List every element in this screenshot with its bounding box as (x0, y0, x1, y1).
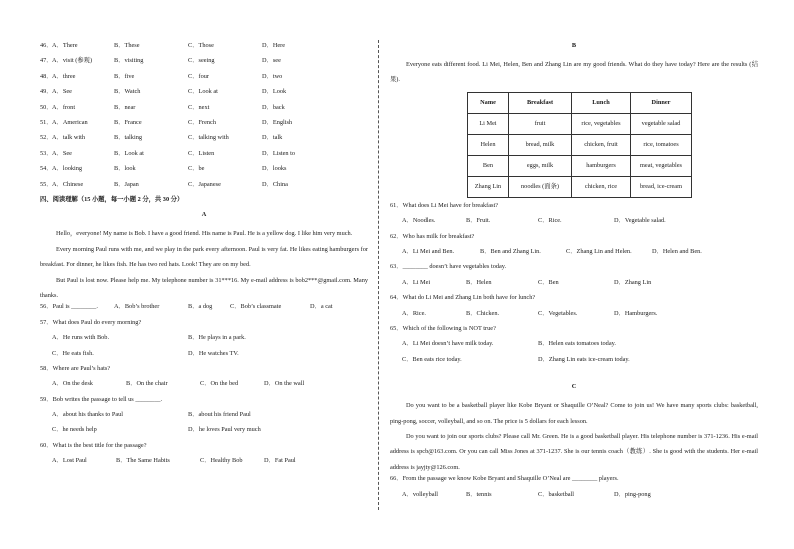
cloze-question-row (40, 150, 368, 165)
option-b: B．France (114, 118, 142, 126)
table-cell: rice, tomatoes (631, 134, 692, 155)
option-d: D．see (262, 57, 281, 65)
option-d: D．Look (262, 88, 287, 96)
question-number: 55． (40, 180, 53, 188)
results-table (467, 92, 692, 198)
cloze-question-row (40, 119, 368, 134)
q62-stem: 62．Who has milk for breakfast? (390, 232, 475, 240)
table-cell: rice, vegetables (572, 113, 631, 134)
q56-option-b: B．a dog (188, 303, 213, 311)
table-cell: Helen (468, 134, 509, 155)
question-number: 52． (40, 134, 53, 142)
column-divider (378, 40, 379, 510)
table-cell: noodles (面条) (509, 176, 572, 197)
option-b: B．Japan (114, 180, 139, 188)
q65-option-d: D．Zhang Lin eats ice-cream today. (538, 355, 630, 363)
q56-option-c: C．Bob’s classmate (230, 303, 282, 311)
header-name: Name (468, 92, 509, 113)
table-cell: hamburgers (572, 155, 631, 176)
cloze-question-row (40, 134, 368, 149)
option-a: A．Chinese (52, 180, 84, 188)
q61-stem: 61．What does Li Mei have for breakfast? (390, 201, 499, 209)
option-c: C．four (188, 72, 209, 80)
cloze-question-row (40, 73, 368, 88)
table-cell: eggs, milk (509, 155, 572, 176)
q59-options-row-1 (40, 411, 368, 426)
table-cell: chicken, rice (572, 176, 631, 197)
q65-options-row-2 (390, 356, 758, 371)
option-c: C．Look at (188, 88, 218, 96)
q62-option-c: C．Zhang Lin and Helen. (566, 247, 632, 255)
q61-options (390, 217, 758, 232)
question-number: 53． (40, 149, 53, 157)
option-a: A．visit (参观) (52, 57, 93, 65)
option-d: D．English (262, 118, 293, 126)
header-dinner: Dinner (631, 92, 692, 113)
q61-option-b: B．Fruit. (466, 217, 491, 225)
table-row (468, 155, 692, 176)
option-a: A．There (52, 42, 78, 49)
q66-options (390, 491, 758, 506)
passage-c-paragraph-2: Do you want to join our sports clubs? Please call Mr. Green. He is a good basketball player. His telephone number is 371-1236. His e-mail address is spcb@163.com. Or you can call Miss Jones at 371-1237. She is our tennis coach（教练）. She is good with the students. Her e-mail address is jayjty@126.com. (390, 432, 758, 471)
cloze-question-row (40, 104, 368, 119)
option-a: A．three (52, 72, 76, 80)
q57-option-a: A．He runs with Bob. (52, 334, 110, 342)
q64-options (390, 310, 758, 325)
q63-option-b: B．Helen (466, 278, 492, 286)
q64-option-a: A．Rice. (402, 309, 426, 317)
table-cell: Zhang Lin (468, 176, 509, 197)
cloze-options-list (40, 42, 368, 196)
passage-a-label: A (201, 211, 207, 219)
cloze-question-row (40, 57, 368, 72)
option-a: A．looking (52, 165, 83, 173)
q61-option-d: D．Vegetable salad. (614, 217, 666, 225)
option-c: C．Listen (188, 149, 215, 157)
table-cell: bread, ice-cream (631, 176, 692, 197)
option-c: C．French (188, 118, 216, 126)
q66-option-b: B．tennis (466, 490, 492, 498)
header-breakfast: Breakfast (509, 92, 572, 113)
q64-stem: 64．What do Li Mei and Zhang Lin both have for lunch? (390, 294, 536, 302)
q65-option-c: C．Ben eats rice today. (402, 355, 462, 363)
q64-option-c: C．Vegetables. (538, 309, 578, 317)
table-row (468, 113, 692, 134)
q56-stem: 56．Paul is ________. (40, 303, 98, 311)
question-56 (40, 303, 368, 318)
q63-options (390, 279, 758, 294)
table-cell: Li Mei (468, 113, 509, 134)
q57-option-d: D．He watches TV. (188, 349, 239, 357)
q58-option-a: A．On the desk (52, 380, 93, 388)
q57-stem: 57．What does Paul do every morning? (40, 318, 142, 326)
option-d: D．looks (262, 165, 287, 173)
q65-stem: 65．Which of the following is NOT true? (390, 324, 496, 332)
passage-b-intro: Everyone eats different food. Li Mei, Helen, Ben and Zhang Lin are my good friends. What do they have today? Here are the results (结果). (390, 61, 758, 84)
table-cell: chicken, fruit (572, 134, 631, 155)
q58-option-d: D．On the wall (264, 380, 305, 388)
q62-option-d: D．Helen and Ben. (652, 247, 702, 255)
table-row (468, 176, 692, 197)
q57-option-b: B．He plays in a park. (188, 334, 246, 342)
option-a: A．See (52, 149, 72, 157)
option-b: B．look (114, 165, 136, 173)
q62-option-a: A．Li Mei and Ben. (402, 247, 455, 255)
q59-option-d: D．he loves Paul very much (188, 426, 261, 434)
option-a: A．front (52, 103, 76, 111)
q63-option-d: D．Zhang Lin (614, 278, 652, 286)
q62-option-b: B．Ben and Zhang Lin. (480, 247, 541, 255)
header-lunch: Lunch (572, 92, 631, 113)
q64-option-b: B．Chicken. (466, 309, 500, 317)
option-b: B．near (114, 103, 136, 111)
q62-options (390, 248, 758, 263)
option-d: D．two (262, 72, 283, 80)
option-d: D．Listen to (262, 149, 296, 157)
right-column (390, 42, 758, 506)
question-number: 54． (40, 165, 53, 173)
q57-options-row-2 (40, 350, 368, 365)
q59-options-row-2 (40, 426, 368, 441)
option-d: D．China (262, 180, 288, 188)
left-column (40, 42, 368, 473)
table-cell: bread, milk (509, 134, 572, 155)
reading-section-title: 四、阅读理解（15 小题，每一小题 2 分，共 30 分） (40, 195, 184, 203)
q61-option-c: C．Rice. (538, 217, 562, 225)
table-cell: fruit (509, 113, 572, 134)
q65-option-b: B．Helen eats tomatoes today. (538, 340, 616, 348)
q65-option-a: A．Li Mei doesn’t have milk today. (402, 340, 494, 348)
q58-options (40, 380, 368, 395)
q61-option-a: A．Noodles. (402, 217, 436, 225)
option-b: B．five (114, 72, 135, 80)
option-c: C．seeing (188, 57, 215, 65)
cloze-question-row (40, 88, 368, 103)
option-d: D．back (262, 103, 285, 111)
question-number: 51． (40, 118, 53, 126)
cloze-question-row (40, 165, 368, 180)
q66-option-c: C．basketball (538, 490, 575, 498)
option-c: C．be (188, 165, 205, 173)
option-c: C．next (188, 103, 210, 111)
option-b: B．Look at (114, 149, 144, 157)
option-b: B．visiting (114, 57, 144, 65)
q57-option-c: C．He eats fish. (52, 349, 94, 357)
option-b: B．These (114, 42, 140, 49)
passage-a-paragraph-1: Hello，everyone! My name is Bob. I have a good friend. His name is Paul. He is a yellow dog. I like him very much. (56, 230, 353, 238)
q63-stem: 63．________ doesn’t have vegetables today. (390, 263, 507, 271)
q66-option-a: A．volleyball (402, 490, 439, 498)
table-cell: Ben (468, 155, 509, 176)
passage-c-paragraph-1: Do you want to be a basketball player like Kobe Bryant or Shaquille O’Neal? Come to join us! We have many sports clubs: basketball, ping-pong, soccer, volleyball, and so on. The price is 5 dollars for each lesson. (390, 402, 758, 425)
passage-a-paragraph-2: Every morning Paul runs with me, and we play in the park every afternoon. Paul is very fat. He likes eating hamburgers for breakfast. For dinner, he likes fish. He has two red hats. Look! They are on my bed. (40, 245, 368, 269)
q57-options-row-1 (40, 334, 368, 349)
table-cell: meat, vegetables (631, 155, 692, 176)
results-table-header (468, 92, 692, 113)
q56-option-d: D．a cat (310, 303, 333, 311)
question-number: 48． (40, 72, 53, 80)
q60-options (40, 457, 368, 472)
q63-option-a: A．Li Mei (402, 278, 431, 286)
q59-stem: 59．Bob writes the passage to tell us ________. (40, 395, 163, 403)
question-number: 47． (40, 57, 53, 65)
question-number: 50． (40, 103, 53, 111)
option-b: B．Watch (114, 88, 141, 96)
q60-option-b: B．The Same Habits (116, 457, 170, 465)
option-d: D．talk (262, 134, 283, 142)
q59-option-c: C．he needs help (52, 426, 97, 434)
option-b: B．talking (114, 134, 142, 142)
option-d: D．Here (262, 42, 286, 49)
table-cell: vegetable salad (631, 113, 692, 134)
q66-stem: 66．From the passage we know Kobe Bryant and Shaquille O’Neal are ________ players. (390, 475, 619, 483)
cloze-question-row (40, 42, 368, 57)
passage-b-label: B (571, 42, 577, 49)
q65-options-row-1 (390, 340, 758, 355)
option-a: A．American (52, 118, 88, 126)
question-number: 49． (40, 88, 53, 96)
q58-option-c: C．On the bed (200, 380, 239, 388)
q59-option-b: B．about his friend Paul (188, 411, 251, 419)
q63-option-c: C．Ben (538, 278, 559, 286)
q58-option-b: B．On the chair (126, 380, 168, 388)
option-a: A．See (52, 88, 72, 96)
option-c: C．Japanese (188, 180, 221, 188)
q60-option-d: D．Fat Paul (264, 457, 296, 465)
question-number: 46． (40, 42, 53, 49)
q60-option-c: C．Healthy Bob (200, 457, 243, 465)
q59-option-a: A．about his thanks to Paul (52, 411, 124, 419)
q60-stem: 60．What is the best title for the passage? (40, 441, 147, 449)
option-c: C．talking with (188, 134, 229, 142)
cloze-question-row (40, 181, 368, 196)
q66-option-d: D．ping-pong (614, 490, 651, 498)
passage-c-label: C (571, 383, 577, 391)
option-c: C．Those (188, 42, 214, 49)
q58-stem: 58．Where are Paul’s hats? (40, 364, 111, 372)
q64-option-d: D．Hamburgers. (614, 309, 658, 317)
option-a: A．talk with (52, 134, 86, 142)
table-row (468, 134, 692, 155)
q60-option-a: A．Lost Paul (52, 457, 87, 465)
q56-option-a: A．Bob’s brother (114, 303, 160, 311)
passage-a-paragraph-3: But Paul is lost now. Please help me. My telephone number is 31***16. My e-mail address is bob2***@gmail.com. Many thanks. (40, 276, 368, 299)
